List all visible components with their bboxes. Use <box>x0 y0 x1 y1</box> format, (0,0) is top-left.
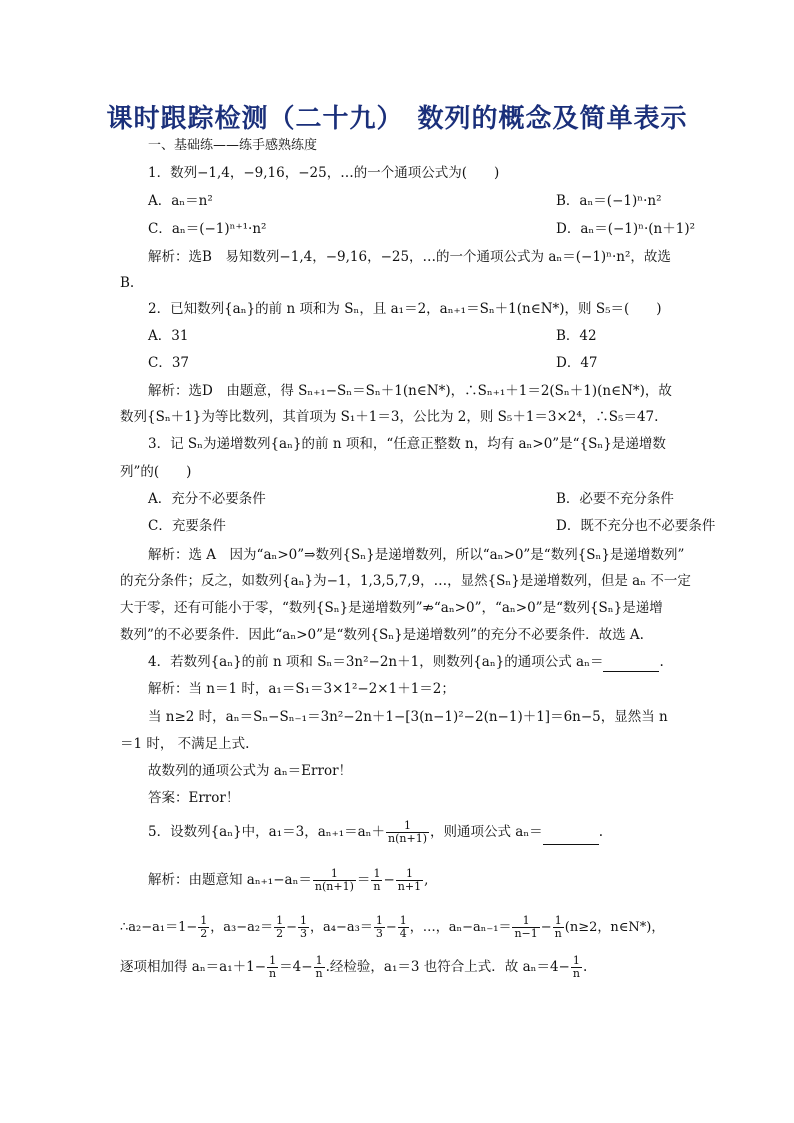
q4-solution-line1: 解析：当 n＝1 时，a₁＝S₁＝3×1²−2×1＋1＝2； <box>148 681 455 697</box>
q5-l3-part1: 逐项相加得 aₙ＝a₁＋1− <box>120 959 267 975</box>
q5-l2-part2: ，a₃−a₂＝ <box>210 920 274 935</box>
q3-solution-line2: 的充分条件；反之，如数列{aₙ}为−1，1,3,5,7,9，…，显然{Sₙ}是递增数列，但是 aₙ 不一定 <box>120 573 691 589</box>
q2-solution-line2: 数列{Sₙ＋1}为等比数列，其首项为 S₁＋1＝3，公比为 2，则 S₅＋1＝3×2⁴，∴S₅＝47. <box>120 409 659 425</box>
frac-num: 1 <box>396 868 423 881</box>
frac-den: 4 <box>399 927 407 940</box>
frac-one-over-n <box>267 955 278 980</box>
q5-sol1-frac3 <box>396 868 423 893</box>
frac-one-over-nm1 <box>512 915 539 940</box>
q4-solution-line2: 当 n≥2 时，aₙ＝Sₙ−Sₙ₋₁＝3n²−2n＋1−[3(n−1)²−2(n−1)＋1]＝6n−5，显然当 n <box>148 709 668 725</box>
q1-options-row2 <box>148 219 708 239</box>
frac-one-over-n <box>314 955 325 980</box>
frac-num: 1 <box>512 915 539 928</box>
frac-num: 1 <box>371 868 382 881</box>
q2-stem: 2．已知数列{aₙ}的前 n 项和为 Sₙ，且 a₁＝2，aₙ₊₁＝Sₙ＋1(n∈N*)，则 S₅＝( ) <box>148 301 662 317</box>
q3-option-d: D．既不充分也不必要条件 <box>556 518 716 534</box>
frac-den: n <box>572 967 580 980</box>
q4-stem-end: . <box>659 654 664 670</box>
frac-one-half <box>198 915 209 940</box>
q3-options-row1 <box>148 489 708 509</box>
frac-den: 3 <box>300 927 307 940</box>
q1-options-row1 <box>148 191 708 211</box>
q1-option-b: B．aₙ＝(−1)ⁿ·n² <box>556 193 662 209</box>
comma: , <box>424 872 429 888</box>
q3-option-c: C．充要条件 <box>148 518 226 534</box>
q5-stem-part1: 5．设数列{aₙ}中，a₁＝3，aₙ₊₁＝aₙ＋ <box>148 824 386 840</box>
frac-num: 1 <box>200 914 208 927</box>
section-heading: 一、基础练——练手感熟练度 <box>148 138 318 153</box>
frac-num: 1 <box>553 915 564 928</box>
q4-stem-text: 4．若数列{aₙ}的前 n 项和 Sₙ＝3n²−2n＋1，则数列{aₙ}的通项公式 aₙ＝ <box>148 654 604 670</box>
q5-stem <box>148 820 708 845</box>
minus-sign: − <box>540 920 552 935</box>
page-title: 课时跟踪检测（二十九） 数列的概念及简单表示 <box>106 104 688 134</box>
q5-solution-line3 <box>120 955 680 980</box>
frac-num: 1 <box>300 914 307 927</box>
q2-option-a: A．31 <box>148 328 189 344</box>
frac-one-fourth <box>398 915 409 940</box>
frac-den: 3 <box>375 927 383 940</box>
q2-options-row1 <box>148 326 708 346</box>
q5-sol1-part1: 解析：由题意知 aₙ₊₁−aₙ＝ <box>148 872 312 888</box>
q1-option-d: D．aₙ＝(−1)ⁿ·(n＋1)² <box>556 221 696 237</box>
q5-l3-part3: .经检验，a₁＝3 也符合上式．故 aₙ＝4− <box>325 959 570 975</box>
q1-option-a: A．aₙ＝n² <box>148 193 213 209</box>
frac-den: n <box>269 967 277 980</box>
q3-option-b: B．必要不充分条件 <box>556 491 674 507</box>
q5-l2-part3: ，a₄−a₃＝ <box>310 920 373 935</box>
q5-l2-part5: (n≥2，n∈N*)， <box>564 920 665 935</box>
frac-num: 1 <box>375 914 383 927</box>
q3-solution-line4: 数列”的不必要条件．因此“aₙ>0”是“数列{Sₙ}是递增数列”的充分不必要条件．故选 A. <box>120 627 644 643</box>
frac-one-half-b <box>274 915 285 940</box>
q2-option-c: C．37 <box>148 355 190 371</box>
q5-stem-fraction <box>386 820 429 845</box>
q3-stem-line2: 列”的( ) <box>120 464 192 480</box>
frac-den: n <box>315 967 323 980</box>
q5-l3-part2: ＝4− <box>279 959 313 975</box>
q3-solution-line3: 大于零，还有可能小于零，“数列{Sₙ}是递增数列”⇏“aₙ>0”，“aₙ>0”是“数列{Sₙ}是递增 <box>120 600 663 616</box>
frac-num: 1 <box>571 955 582 968</box>
q3-option-a: A．充分不必要条件 <box>148 491 266 507</box>
frac-den: n+1 <box>397 880 422 893</box>
minus-sign: − <box>383 872 395 888</box>
q1-option-c: C．aₙ＝(−1)ⁿ⁺¹·n² <box>148 221 267 237</box>
q4-solution-line4: 故数列的通项公式为 aₙ＝Error！ <box>148 763 353 779</box>
frac-num: 1 <box>267 955 278 968</box>
q5-l3-end: . <box>582 959 588 975</box>
frac-one-over-n <box>553 915 564 940</box>
frac-den: 2 <box>276 927 284 940</box>
q1-stem: 1．数列−1,4，−9,16，−25，…的一个通项公式为( ) <box>148 165 500 181</box>
frac-num: 1 <box>313 868 356 881</box>
frac-den: 2 <box>200 927 208 940</box>
q5-answer-blank <box>543 830 599 845</box>
q5-sol1-frac2 <box>371 868 382 893</box>
frac-num: 1 <box>314 955 325 968</box>
q3-stem-line1: 3．记 Sₙ为递增数列{aₙ}的前 n 项和，“任意正整数 n，均有 aₙ>0”是“{Sₙ}是递增数 <box>148 436 666 452</box>
q3-options-row2 <box>148 516 716 536</box>
frac-one-third <box>298 915 309 940</box>
q4-solution-line3: ＝1 时， 不满足上式. <box>120 736 250 752</box>
equals-sign: ＝ <box>356 872 371 888</box>
q5-solution-line2 <box>120 915 680 940</box>
frac-den: n−1 <box>514 927 538 940</box>
q5-l2-part1: ∴a₂−a₁＝1− <box>120 920 198 935</box>
q5-solution-line1 <box>148 868 708 893</box>
q5-stem-part2: ，则通项公式 aₙ＝ <box>430 824 543 840</box>
q4-answer-blank <box>603 657 659 672</box>
q1-solution-line1: 解析：选B 易知数列−1,4，−9,16，−25，…的一个通项公式为 aₙ＝(−1)ⁿ·n²，故选 <box>148 249 671 265</box>
frac-den: n <box>554 927 562 940</box>
q1-solution-line2: B. <box>120 275 135 291</box>
q5-stem-end: . <box>598 824 603 840</box>
frac-num: 1 <box>276 914 284 927</box>
q3-solution-line1: 解析：选 A 因为“aₙ>0”⇒数列{Sₙ}是递增数列，所以“aₙ>0”是“数列{Sₙ}是递增数列” <box>148 547 685 563</box>
q4-answer: 答案：Error！ <box>148 790 240 806</box>
frac-one-third-b <box>374 915 385 940</box>
q5-l2-part4: ，…，aₙ−aₙ₋₁＝ <box>409 920 512 935</box>
frac-den: n <box>373 880 381 893</box>
frac-num: 1 <box>399 914 407 927</box>
q2-solution-line1: 解析：选D 由题意，得 Sₙ₊₁−Sₙ＝Sₙ＋1(n∈N*)，∴Sₙ₊₁＋1＝2(Sₙ＋1)(n∈N*)，故 <box>148 383 672 399</box>
q2-options-row2 <box>148 353 708 373</box>
q5-stem-frac-num: 1 <box>386 820 429 833</box>
minus-sign: − <box>286 920 297 935</box>
q2-option-d: D．47 <box>556 355 598 371</box>
q4-stem <box>148 652 708 672</box>
frac-one-over-n <box>571 955 582 980</box>
q2-option-b: B．42 <box>556 328 597 344</box>
minus-sign: − <box>385 920 397 935</box>
frac-den: n(n+1) <box>314 880 354 893</box>
q5-stem-frac-den: n(n+1) <box>388 832 427 845</box>
q5-sol1-frac1 <box>313 868 356 893</box>
